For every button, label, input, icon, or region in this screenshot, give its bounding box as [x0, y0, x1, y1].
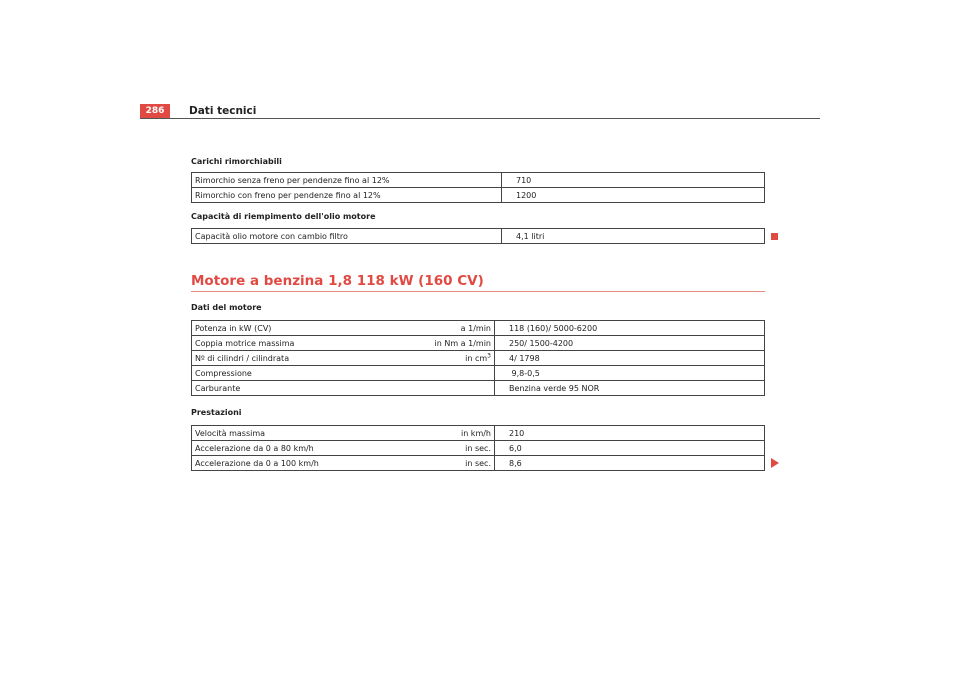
row-label: Carburante	[192, 381, 419, 396]
row-unit: in sec.	[418, 441, 495, 456]
trailer-loads-heading: Carichi rimorchiabili	[191, 157, 282, 166]
table-row	[192, 336, 765, 351]
row-value: 710	[502, 173, 765, 188]
unit-superscript: 3	[487, 351, 491, 359]
table-row	[192, 456, 765, 471]
oil-capacity-heading: Capacità di riempimento dell'olio motore	[191, 212, 376, 221]
row-label: Potenza in kW (CV)	[192, 321, 419, 336]
table-row	[192, 366, 765, 381]
header-divider	[140, 118, 820, 119]
row-value: 1200	[502, 188, 765, 203]
engine-data-table	[191, 320, 765, 396]
row-unit	[418, 366, 495, 381]
row-value: 210	[495, 426, 765, 441]
page-number: 286	[140, 104, 170, 119]
row-label: Nº di cilindri / cilindrata	[192, 351, 419, 366]
performance-heading: Prestazioni	[191, 408, 242, 417]
section-divider	[191, 291, 765, 292]
row-label: Rimorchio senza freno per pendenze fino al 12%	[192, 173, 502, 188]
row-label: Compressione	[192, 366, 419, 381]
row-unit	[418, 381, 495, 396]
row-value: 250/ 1500-4200	[495, 336, 765, 351]
table-row	[192, 188, 765, 203]
row-unit: in sec.	[418, 456, 495, 471]
table-row	[192, 381, 765, 396]
table-row	[192, 229, 765, 244]
row-unit: a 1/min	[418, 321, 495, 336]
row-label: Rimorchio con freno per pendenze fino al 12%	[192, 188, 502, 203]
table-row	[192, 351, 765, 366]
row-label: Coppia motrice massima	[192, 336, 419, 351]
red-triangle-next-icon	[771, 458, 779, 468]
table-row	[192, 426, 765, 441]
row-label: Capacità olio motore con cambio filtro	[192, 229, 502, 244]
row-value: 8,6	[495, 456, 765, 471]
oil-capacity-table	[191, 228, 765, 244]
engine-data-heading: Dati del motore	[191, 303, 262, 312]
trailer-loads-table	[191, 172, 765, 203]
row-value: 6,0	[495, 441, 765, 456]
row-unit	[418, 351, 495, 366]
row-value: 118 (160)/ 5000-6200	[495, 321, 765, 336]
row-unit: in Nm a 1/min	[418, 336, 495, 351]
red-square-end-icon	[771, 233, 778, 240]
row-value: Benzina verde 95 NOR	[495, 381, 765, 396]
row-label: Accelerazione da 0 a 80 km/h	[192, 441, 419, 456]
row-label: Accelerazione da 0 a 100 km/h	[192, 456, 419, 471]
row-value: 9,8-0,5	[495, 366, 765, 381]
section-title: Motore a benzina 1,8 118 kW (160 CV)	[191, 273, 484, 289]
table-row	[192, 321, 765, 336]
unit-text: in cm	[465, 353, 488, 363]
row-value: 4,1 litri	[502, 229, 765, 244]
row-unit: in km/h	[418, 426, 495, 441]
table-row	[192, 173, 765, 188]
header-title: Dati tecnici	[189, 105, 257, 117]
row-value: 4/ 1798	[495, 351, 765, 366]
row-label: Velocità massima	[192, 426, 419, 441]
table-row	[192, 441, 765, 456]
performance-table	[191, 425, 765, 471]
